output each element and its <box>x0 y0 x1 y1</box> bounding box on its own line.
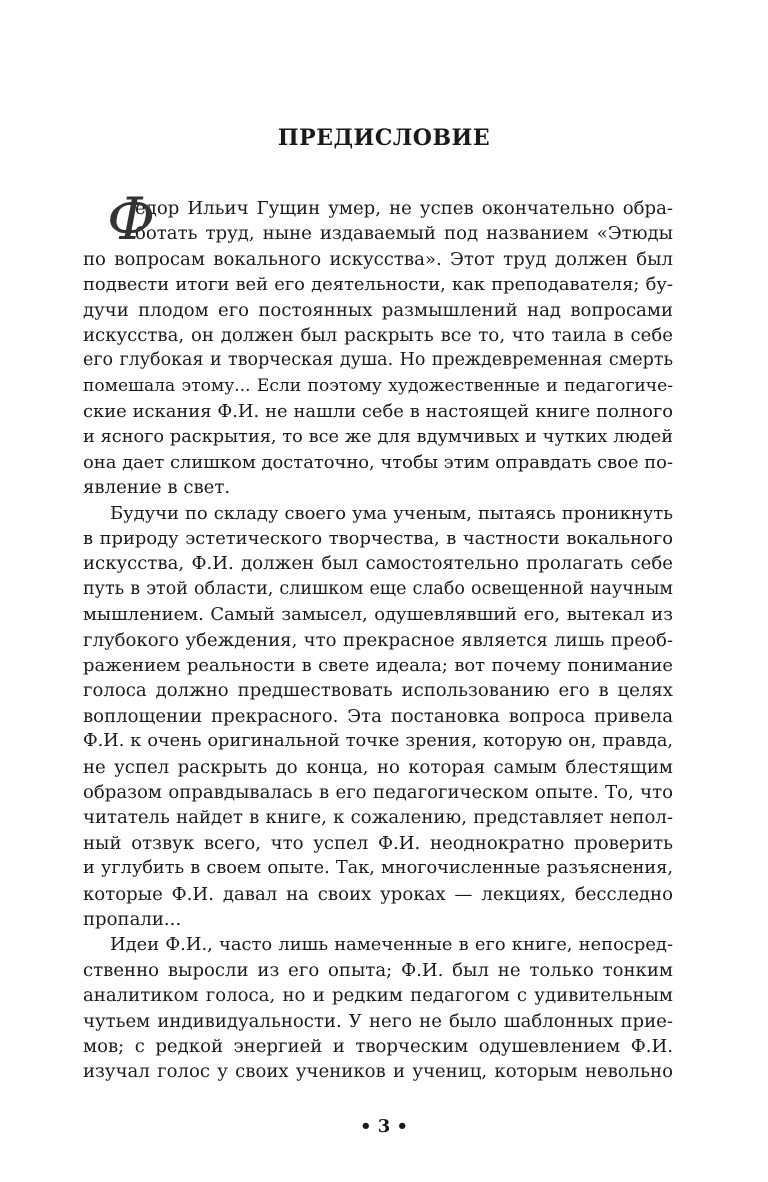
text-line: ный отзвук всего, что успел Ф.И. неоднократно проверить <box>83 832 673 854</box>
text-line: чутьем индивидуальности. У него не было шаблонных прие- <box>83 1010 673 1032</box>
text-line: подвести итоги вей его деятельности, как преподавателя; бу- <box>83 274 673 296</box>
text-line: по вопросам вокального искусства». Этот труд должен был <box>83 248 673 270</box>
text-line: его глубокая и творческая душа. Но преждевременная смерть <box>83 350 673 371</box>
text-line: которые Ф.И. давал на своих уроках — лекциях, бесследно <box>83 883 673 905</box>
text-line: воплощении прекрасного. Эта постановка вопроса привела <box>83 705 673 727</box>
text-line: искусства, Ф.И. должен был самостоятельно пролагать себе <box>83 553 673 575</box>
text-line: ботать труд, ныне издаваемый под названием «Этюды <box>135 223 673 245</box>
text-line: помешала этому... Если поэтому художественные и педагогиче- <box>83 375 673 396</box>
text-line: мышлением. Самый замысел, одушевлявший его, вытекал из <box>83 604 673 626</box>
text-line: Ф.И. к очень оригинальной точке зрения, которую он, правда, <box>83 731 673 752</box>
text-line: мов; с редкой энергией и творческим одушевлением Ф.И. <box>83 1035 673 1057</box>
text-line: явление в свет. <box>83 477 231 499</box>
text-line: читатель найдет в книге, к сожалению, представляет непол- <box>83 807 673 829</box>
text-line: пропали... <box>83 908 182 930</box>
page-number: • 3 • <box>359 1116 409 1137</box>
text-line: дучи плодом его постоянных размышлений над вопросами <box>83 299 673 321</box>
text-line: голоса должно предшествовать использованию его в целях <box>83 680 673 702</box>
text-line: образом оправдывалась в его педагогическом опыте. То, что <box>83 781 673 803</box>
text-line: и углубить в своем опыте. Так, многочисленные разъяснения, <box>83 858 673 879</box>
text-line: аналитиком голоса, но и редким педагогом с удивительным <box>83 985 673 1007</box>
page-title: ПРЕДИСЛОВИЕ <box>277 125 491 151</box>
text-line: путь в этой области, слишком еще слабо освещенной научным <box>83 578 673 599</box>
text-line: глубокого убеждения, что прекрасное является лишь преоб- <box>83 629 673 651</box>
text-line: ражением реальности в свете идеала; вот почему понимание <box>83 655 673 677</box>
drop-cap: Ф <box>107 185 156 253</box>
text-line: не успел раскрыть до конца, но которая самым блестящим <box>83 756 673 778</box>
text-line: Будучи по складу своего ума ученым, пытаясь проникнуть <box>110 502 673 524</box>
text-line: изучал голос у своих учеников и учениц, которым невольно <box>83 1061 673 1083</box>
text-line: в природу эстетического творчества, в частности вокального <box>83 528 673 550</box>
text-line: Идеи Ф.И., часто лишь намеченные в его книге, непосред- <box>110 934 673 956</box>
text-line: и ясного раскрытия, то все же для вдумчивых и чутких людей <box>83 426 673 447</box>
text-line: ские искания Ф.И. не нашли себе в настоящей книге полного <box>83 401 673 423</box>
text-line: искусства, он должен был раскрыть все то, что таила в себе <box>83 324 673 346</box>
text-line: ственно выросли из его опыта; Ф.И. был не только тонким <box>83 959 673 981</box>
body-text <box>83 185 673 1085</box>
text-line: она дает слишком достаточно, чтобы этим оправдать свое по- <box>83 451 673 473</box>
text-line: едор Ильич Гущин умер, не успев окончательно обра- <box>135 198 673 219</box>
